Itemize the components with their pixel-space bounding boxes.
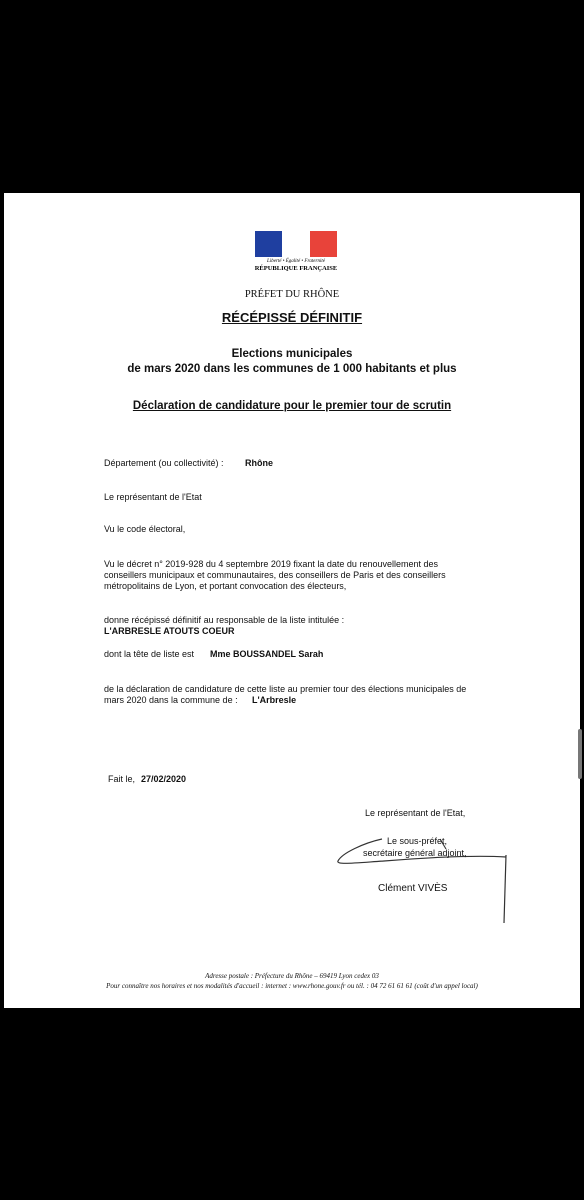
logo-republic: RÉPUBLIQUE FRANÇAISE	[254, 265, 338, 272]
secretaire-line: secrétaire général adjoint,	[363, 848, 467, 858]
donne-line: donne récépissé définitif au responsable de la liste intitulée :	[104, 615, 345, 625]
document-title: RÉCÉPISSÉ DÉFINITIF	[221, 310, 363, 325]
sous-prefet-line: Le sous-préfet,	[387, 836, 448, 846]
decret-line-3: métropolitains de Lyon, et portant convocation des électeurs,	[104, 581, 347, 591]
departement-value: Rhône	[245, 458, 273, 468]
declaration-line-1: de la déclaration de candidature de cette liste au premier tour des élections municipales de	[104, 684, 467, 694]
tete-value: Mme BOUSSANDEL Sarah	[210, 649, 324, 659]
departement-label: Département (ou collectivité) :	[104, 458, 224, 468]
fait-label: Fait le,	[108, 774, 136, 784]
footer-address: Adresse postale : Préfecture du Rhône – 69419 Lyon cedex 03	[205, 972, 379, 980]
commune-value: L'Arbresle	[252, 695, 297, 705]
prefet-heading: PRÉFET DU RHÔNE	[244, 289, 340, 300]
declaration-heading: Déclaration de candidature pour le premier tour de scrutin	[132, 400, 452, 412]
election-line-1: Elections municipales	[231, 348, 353, 360]
vu-code-line: Vu le code électoral,	[104, 524, 186, 534]
republique-francaise-logo	[251, 231, 341, 272]
liste-name: L'ARBRESLE ATOUTS COEUR	[104, 626, 235, 636]
footer-contact: Pour connaître nos horaires et nos modalités d'accueil : internet : www.rhone.gouv.fr ou tél. : 04 72 61 61 61 (coût d'un appel local)	[106, 982, 478, 990]
logo-motto: Liberté • Égalité • Fraternité	[267, 259, 325, 264]
signatory-name: Clément VIVÈS	[378, 883, 448, 894]
scrollbar[interactable]	[578, 729, 582, 779]
declaration-line-2: mars 2020 dans la commune de :	[104, 695, 238, 705]
fait-date: 27/02/2020	[141, 774, 187, 784]
decret-line-2: conseillers municipaux et communautaires, des conseillers de Paris et des conseillers	[104, 570, 446, 580]
signature-role: Le représentant de l'Etat,	[365, 808, 466, 818]
election-line-2: de mars 2020 dans les communes de 1 000 habitants et plus	[127, 363, 457, 375]
representant-line: Le représentant de l'Etat	[104, 492, 202, 502]
marianne-flag-icon	[255, 231, 337, 257]
document-page	[4, 193, 580, 1008]
tete-label: dont la tête de liste est	[104, 649, 195, 659]
decret-line-1: Vu le décret n° 2019-928 du 4 septembre 2019 fixant la date du renouvellement des	[104, 559, 438, 569]
